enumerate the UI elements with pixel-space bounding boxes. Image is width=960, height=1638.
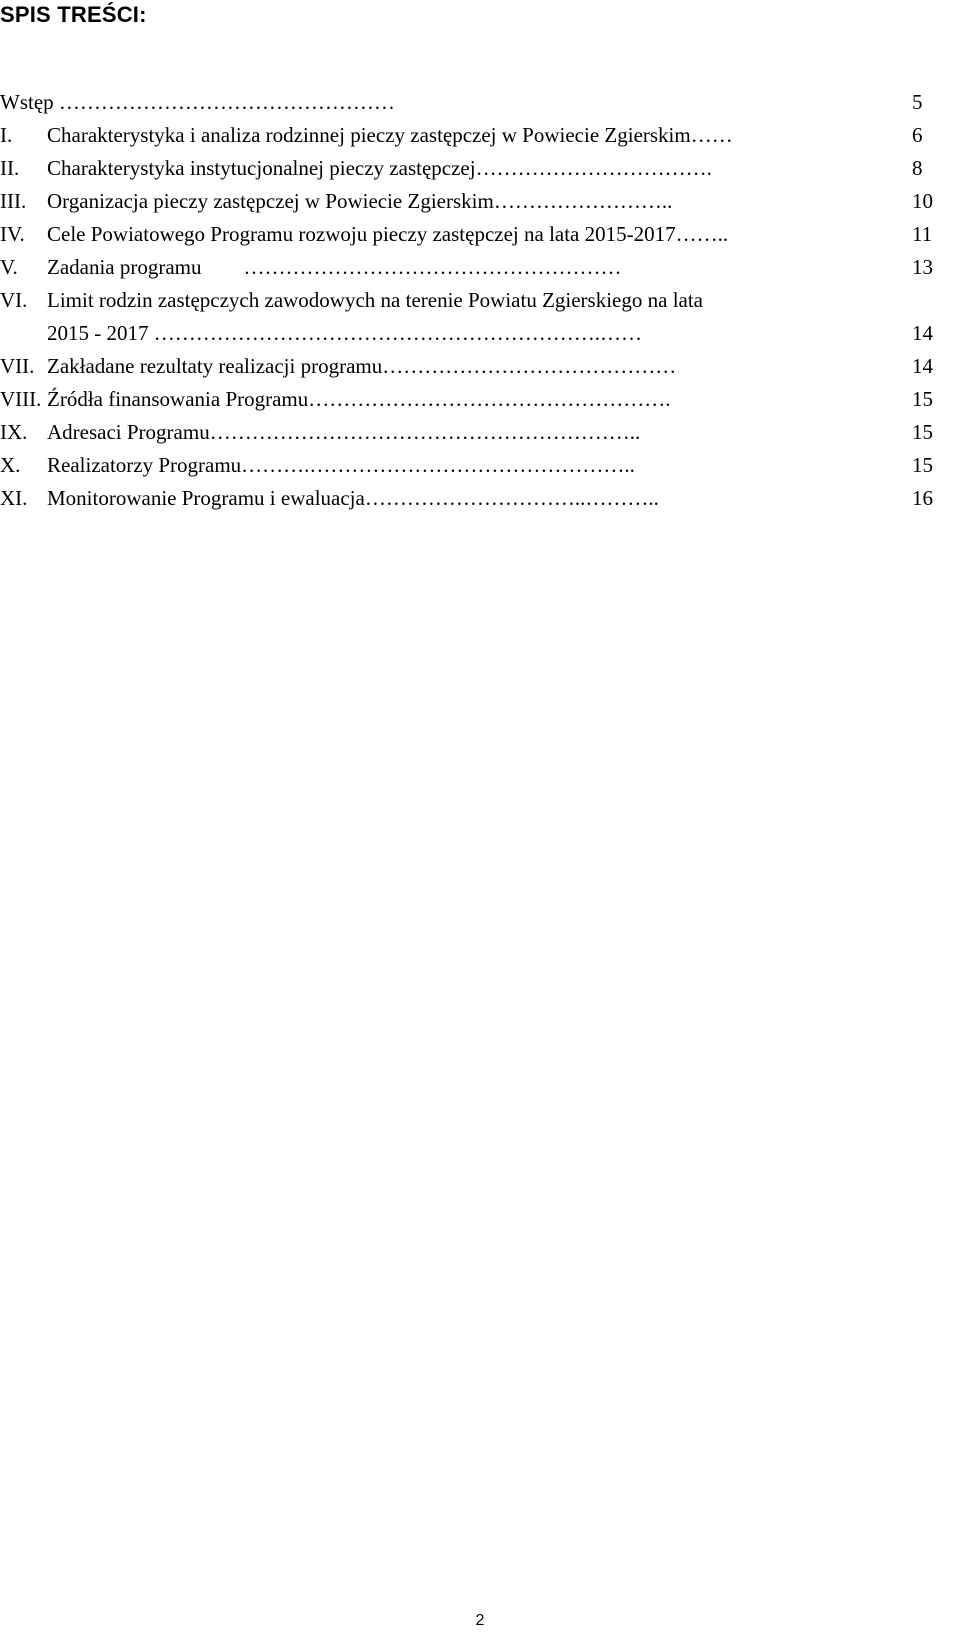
toc-heading: SPIS TREŚCI: xyxy=(0,2,147,27)
toc-entry-number: VIII. xyxy=(0,387,42,411)
toc-entry-number: IV. xyxy=(0,222,25,246)
toc-entry-text: Adresaci Programu…………………………………………………….. xyxy=(47,420,641,444)
toc-entry-text: Źródła finansowania Programu……………………………………………. xyxy=(47,387,671,411)
toc-entry-number: V. xyxy=(0,255,18,279)
toc-entry-iii[interactable]: III. Organizacja pieczy zastępczej w Powiecie Zgierskim…………………….. 10 xyxy=(0,185,960,218)
toc-entry-ii[interactable]: II. Charakterystyka instytucjonalnej pieczy zastępczej……………………………. 8 xyxy=(0,152,960,185)
toc-entry-text: Cele Powiatowego Programu rozwoju pieczy zastępczej na lata 2015-2017…….. xyxy=(47,222,729,246)
table-of-contents xyxy=(0,86,960,515)
toc-entry-text: Monitorowanie Programu i ewaluacja…………………………..……….. xyxy=(47,486,659,510)
toc-entry-vii[interactable]: VII. Zakładane rezultaty realizacji programu…………………………………… 14 xyxy=(0,350,960,383)
toc-entry-text: Zadania programu ……………………………………………… xyxy=(47,255,622,279)
toc-entry-vi-continuation[interactable]: 2015 - 2017 ……………………………………………………….…… 14 xyxy=(0,317,960,350)
toc-entry-text: Charakterystyka i analiza rodzinnej pieczy zastępczej w Powiecie Zgierskim…… xyxy=(47,123,733,147)
toc-entry-v[interactable]: V. Zadania programu ……………………………………………… 13 xyxy=(0,251,960,284)
toc-entry-number: IX. xyxy=(0,420,28,444)
toc-entry-xi[interactable]: XI. Monitorowanie Programu i ewaluacja…………………………..……….. 16 xyxy=(0,482,960,515)
toc-entry-ix[interactable]: IX. Adresaci Programu…………………………………………………….. 15 xyxy=(0,416,960,449)
toc-entry-wstep[interactable]: Wstęp ………………………………………… 5 xyxy=(0,86,960,119)
toc-entry-number: I. xyxy=(0,123,13,147)
toc-entry-x[interactable]: X. Realizatorzy Programu……….……………………………………….. 15 xyxy=(0,449,960,482)
toc-entry-number: II. xyxy=(0,156,20,180)
toc-entry-text: Charakterystyka instytucjonalnej pieczy zastępczej……………………………. xyxy=(47,156,712,180)
toc-entry-number: X. xyxy=(0,453,21,477)
page-number-footer: 2 xyxy=(475,1612,485,1629)
toc-entry-number: III. xyxy=(0,189,27,213)
toc-entry-vi[interactable] xyxy=(0,284,960,317)
toc-entry-text: Limit rodzin zastępczych zawodowych na terenie Powiatu Zgierskiego na lata xyxy=(47,288,704,312)
toc-entry-text: Zakładane rezultaty realizacji programu…………………………………… xyxy=(47,354,677,378)
toc-entry-text: Wstęp ………………………………………… xyxy=(0,90,395,114)
toc-entry-iv[interactable]: IV. Cele Powiatowego Programu rozwoju pieczy zastępczej na lata 2015-2017…….. 11 xyxy=(0,218,960,251)
toc-entry-i[interactable]: I. Charakterystyka i analiza rodzinnej pieczy zastępczej w Powiecie Zgierskim…… 6 xyxy=(0,119,960,152)
toc-entry-text: Organizacja pieczy zastępczej w Powiecie Zgierskim…………………….. xyxy=(47,189,673,213)
toc-entry-text: Realizatorzy Programu……….……………………………………….. xyxy=(47,453,635,477)
toc-entry-number: XI. xyxy=(0,486,28,510)
toc-entry-number: VI. xyxy=(0,288,28,312)
toc-entry-number: VII. xyxy=(0,354,35,378)
toc-entry-text: 2015 - 2017 ……………………………………………………….…… xyxy=(47,321,642,345)
toc-entry-viii[interactable]: VIII. Źródła finansowania Programu……………………………………………. 15 xyxy=(0,383,960,416)
